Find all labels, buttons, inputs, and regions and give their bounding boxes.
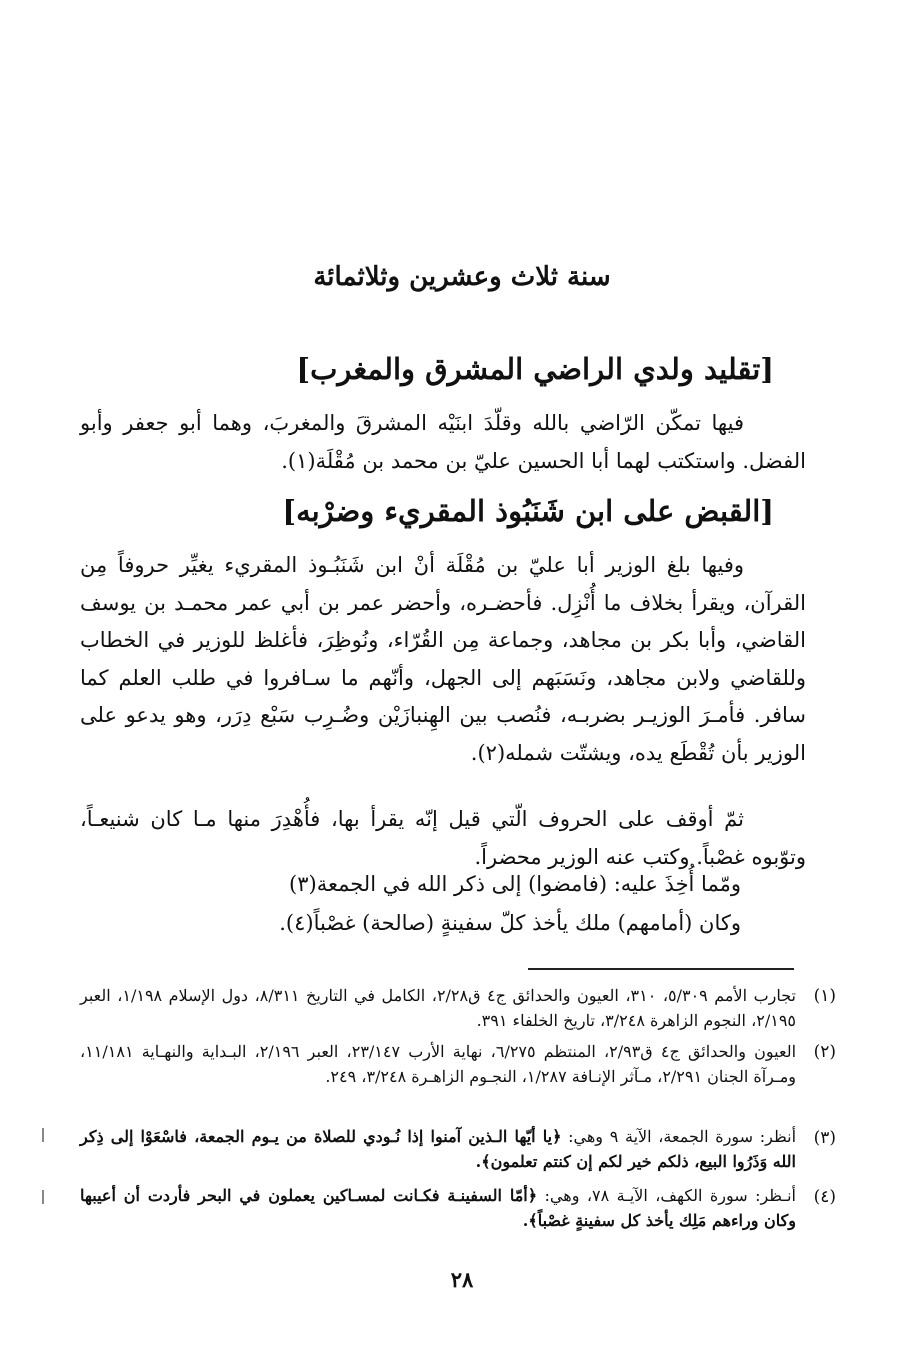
scan-margin-mark: [42, 1128, 44, 1142]
footnote-4-verse: ﴿أمّا السفينـة فكـانت لمسـاكين يعملون في البحر فأردت أن أعيبها وكان وراءهم مَلِك يأخذ كل سفينةٍ غصْباً﴾.: [80, 1186, 796, 1230]
section-heading-2: [القبض على ابن شَنَبُوذ المقريء وضرْبه]: [282, 494, 774, 528]
footnote-number-3: (٣): [813, 1128, 836, 1148]
footnote-divider: [528, 968, 794, 970]
footnote-4-source: أنـظر: سورة الكهف، الآيـة ٧٨، وهي:: [537, 1186, 797, 1205]
scan-margin-mark: [42, 1190, 44, 1204]
footnote-number-1: (١): [813, 986, 836, 1006]
footnote-number-2: (٢): [813, 1042, 836, 1062]
year-title: سنة ثلاث وعشرين وثلاثمائة: [313, 262, 611, 292]
footnote-3: [80, 1125, 796, 1174]
footnote-3-verse: ﴿يا أيّها الـذين آمنوا إذا نُـودي للصلاة من يـوم الجمعة، فاسْعَوْا إلى ذِكر الله وَذَرُوا البيع، ذلكم خير لكم إن كنتم تعلمون﴾.: [80, 1127, 796, 1171]
page-number: ٢٨: [450, 1267, 474, 1292]
section-2-paragraph-1: وفيها بلغ الوزير أبا عليّ بن مُقْلَة أنْ ابن شَنَبُـوذ المقريء يغيِّر حروفاً مِن القرآن، ويقرأ بخلاف ما أُنْزِل. فأحضـره، وأحضر عمر بن أبي عمر محمـد بن يوسف القاضي، وأبا بكر بن مجاهد، وجماعة مِن القُرّاء، ونُوظِرَ، فأغلظ للوزير في الخطاب وللقاضي ولابن مجاهد، ونَسَبَهم إلى الجهل، وأنّهم ما سـافروا في طلب العلم كما سافر. فأمـرَ الوزيـر بضربـه، فنُصب بين الهِنبازَيْن وضُـرِب سَبْع دِرَر، وهو يدعو على الوزير بأن تُقْطَع يده، ويشتّت شمله(٢).: [80, 553, 806, 765]
section-2-line-1: ومّما أُخِذَ عليه: (فامضوا) إلى ذكر الله في الجمعة(٣): [289, 872, 741, 896]
section-2-paragraph-2: ثمّ أوقف على الحروف الّتي قيل إنّه يقرأ بها، فأُهْدِرَ منها مـا كان شنيعـاً، وتوّبوه غصْباً. وكتب عنه الوزير محضراً.: [80, 807, 806, 869]
section-heading-1: [تقليد ولدي الراضي المشرق والمغرب]: [296, 352, 774, 386]
footnote-1: تجارب الأمم ٥/٣٠٩، ٣١٠، العيون والحدائق ج٤ ق٢/٢٨، الكامل في التاريخ ٨/٣١١، دول الإسلام ١/١٩٨، العبر ٢/١٩٥، النجوم الزاهرة ٣/٢٤٨، تاريخ الخلفاء ٣٩١.: [80, 986, 797, 1030]
section-1-paragraph: فيها تمكّن الرّاضي بالله وقلّدَ ابنَيْه المشرقَ والمغربَ، وهما أبو جعفر وأبو الفضل. واستكتب لهما أبا الحسين عليّ بن محمد بن مُقْلَة(١).: [80, 411, 806, 473]
footnote-2: العيون والحدائق ج٤ ق٢/٩٣، المنتظم ٦/٢٧٥، نهاية الأرب ٢٣/١٤٧، العبر ٢/١٩٦، البـداية والنهـاية ١١/١٨١، ومـرآة الجنان ٢/٢٩١، مـآثر الإنـافة ١/٢٨٧، النجـوم الزاهـرة ٣/٢٤٨، ٢٤٩.: [80, 1042, 797, 1086]
footnote-3-source: أنظر: سورة الجمعة، الآية ٩ وهي:: [561, 1127, 797, 1146]
footnote-4: [80, 1184, 796, 1233]
section-2-line-2: وكان (أمامهم) ملك يأخذ كلّ سفينةٍ (صالحة) غصْباً(٤).: [279, 911, 741, 935]
footnote-number-4: (٤): [813, 1187, 836, 1207]
